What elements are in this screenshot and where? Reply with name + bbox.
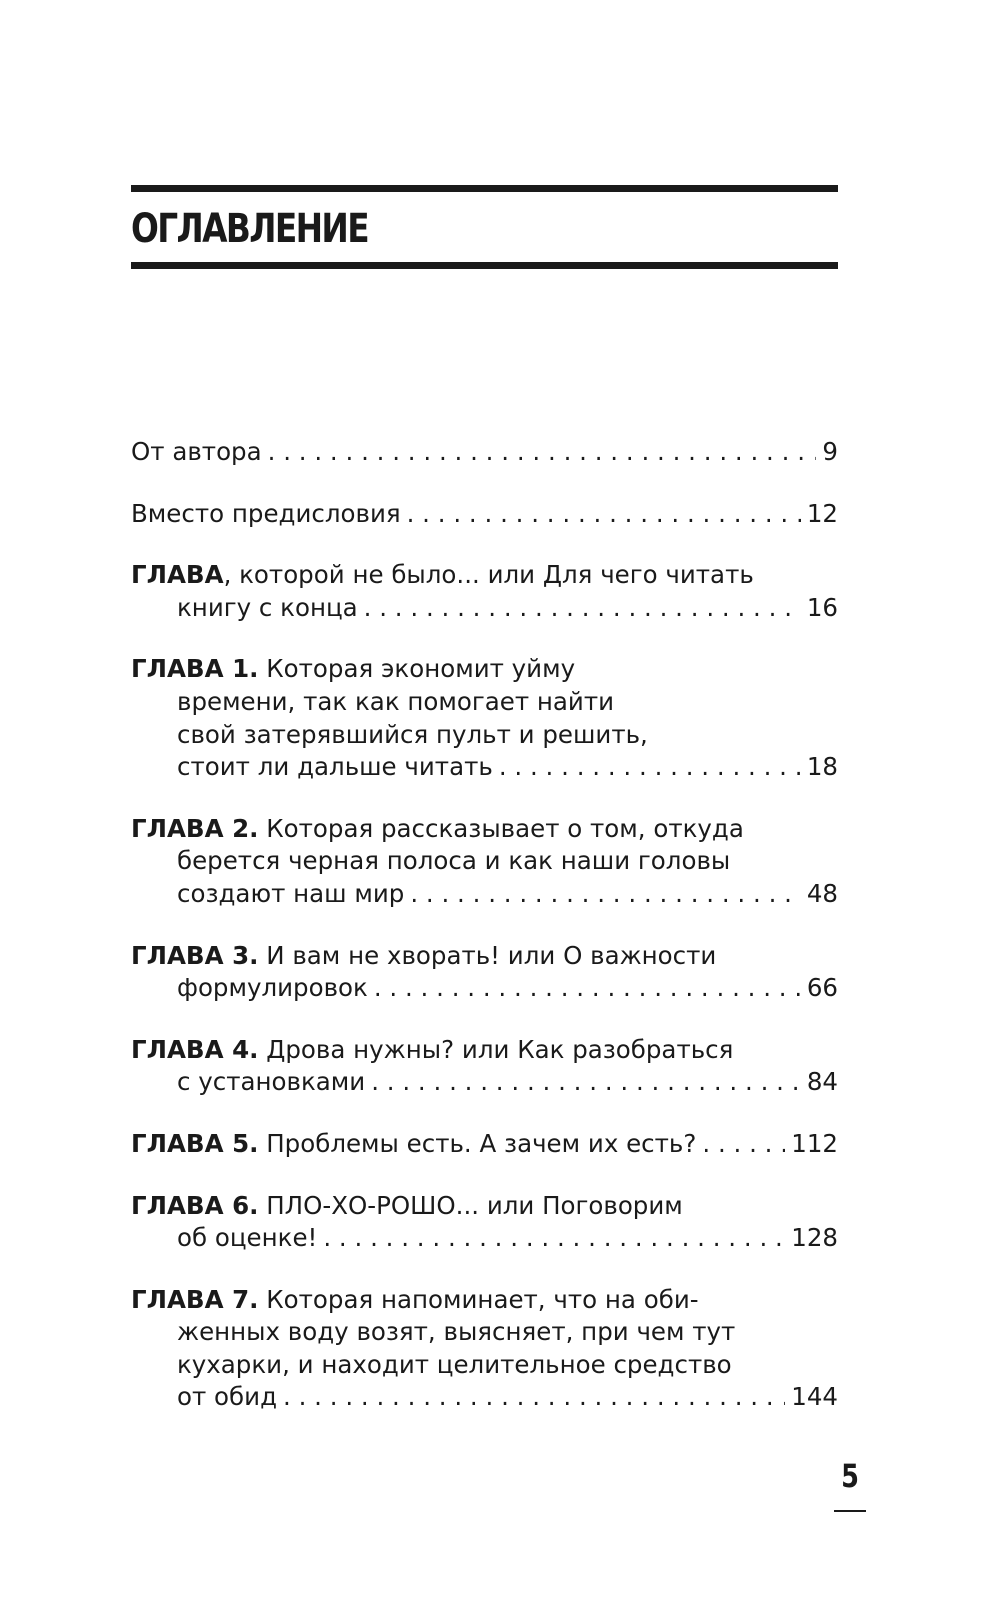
chapter-label: ГЛАВА 5. — [131, 1128, 259, 1158]
toc-entry-line — [131, 686, 838, 719]
dot-leader — [371, 1066, 801, 1099]
toc-entry[interactable] — [131, 813, 838, 911]
toc-entry[interactable] — [131, 1034, 838, 1099]
toc-entry[interactable] — [131, 653, 838, 783]
toc-entry-title — [177, 1381, 277, 1414]
toc-page-number: 48 — [806, 878, 838, 908]
toc-entry-text: От автора — [131, 437, 262, 466]
toc-page-number: 66 — [806, 973, 838, 1003]
toc-entry-text: с установками — [177, 1067, 366, 1097]
toc-entry-title — [131, 436, 262, 469]
toc-entry-line — [131, 1381, 838, 1414]
toc-entry-text: книгу с конца — [177, 592, 358, 622]
chapter-label: ГЛАВА 2. — [131, 813, 259, 843]
chapter-label: ГЛАВА 7. — [131, 1284, 259, 1314]
dot-leader — [323, 1222, 785, 1255]
page-title: ОГЛАВЛЕНИЕ — [131, 206, 368, 252]
toc-entry-text: Которая напоминает, что на оби- — [258, 1284, 699, 1314]
chapter-label: ГЛАВА — [131, 560, 224, 590]
toc-entry-line — [131, 1222, 838, 1255]
toc-entry-line — [131, 592, 838, 625]
toc-entry-title — [177, 1066, 365, 1099]
toc-entry-line — [131, 1349, 838, 1382]
chapter-label: ГЛАВА 3. — [131, 940, 259, 970]
toc-entry[interactable] — [131, 436, 838, 469]
toc-entry-title — [131, 813, 744, 846]
toc-entry-title — [131, 1284, 699, 1317]
dot-leader — [702, 1128, 785, 1161]
toc-entry-text: Проблемы есть. А зачем их есть? — [258, 1128, 697, 1158]
toc-entry-text: берется черная полоса и как наши головы — [177, 846, 731, 876]
chapter-label: ГЛАВА 1. — [131, 654, 259, 684]
toc-entry-title — [131, 1190, 683, 1223]
toc-entry-line — [131, 878, 838, 911]
toc-entry-title — [131, 559, 754, 592]
toc-entry-text: Вместо предисловия — [131, 498, 401, 528]
toc-entry-text: создают наш мир — [177, 878, 405, 908]
toc-entry-title — [177, 1222, 317, 1255]
toc-entry-title — [177, 751, 493, 784]
toc-entry[interactable] — [131, 940, 838, 1005]
heading-top-rule — [131, 185, 838, 192]
toc-entry-text: Которая экономит уйму — [258, 654, 576, 684]
chapter-label: ГЛАВА 4. — [131, 1034, 259, 1064]
toc-entry[interactable] — [131, 1190, 838, 1255]
toc-entry-line — [131, 559, 838, 592]
toc-entry-line — [131, 845, 838, 878]
chapter-label: ГЛАВА 6. — [131, 1190, 259, 1220]
toc-entry-title — [131, 940, 716, 973]
toc-page-number: 144 — [791, 1382, 838, 1412]
toc-entry-text: свой затерявшийся пульт и решить, — [177, 719, 648, 749]
toc-entry-text: женных воду возят, выясняет, при чем тут — [177, 1317, 736, 1347]
toc-entry-title — [177, 686, 614, 719]
toc-entry-text: Дрова нужны? или Как разобраться — [258, 1034, 734, 1064]
toc-entry-title — [177, 592, 358, 625]
toc-entry-line — [131, 940, 838, 973]
toc-page-number: 9 — [822, 437, 838, 466]
toc-entry-title — [177, 972, 368, 1005]
toc-entry-line — [131, 813, 838, 846]
toc-entry-text: , которой не было... или Для чего читать — [223, 560, 754, 590]
toc-entry-line — [131, 1190, 838, 1223]
page-number-rule — [834, 1510, 866, 1512]
dot-leader — [364, 592, 801, 625]
toc-entry[interactable] — [131, 559, 838, 624]
toc-entry-title — [131, 1128, 696, 1161]
dot-leader — [410, 878, 800, 911]
toc-entry-title — [177, 878, 404, 911]
toc-entry-title — [177, 845, 730, 878]
toc-page-number: 12 — [806, 498, 838, 528]
heading-bottom-rule — [131, 262, 838, 269]
dot-leader — [407, 498, 801, 531]
toc-entry-title — [131, 498, 401, 531]
dot-leader — [268, 436, 817, 469]
toc-entry-line — [131, 1316, 838, 1349]
dot-leader — [283, 1381, 785, 1414]
toc-entry-title — [131, 1034, 733, 1067]
toc-entry-text: кухарки, и находит целительное средство — [177, 1349, 732, 1379]
toc-entry-line — [131, 1066, 838, 1099]
toc-entry-line — [131, 1128, 838, 1161]
toc-entry[interactable] — [131, 1128, 838, 1161]
toc-page-number: 84 — [806, 1067, 838, 1097]
toc-page-number: 16 — [806, 592, 838, 622]
toc-entry[interactable] — [131, 498, 838, 531]
toc-entry-line — [131, 436, 838, 469]
toc-entry[interactable] — [131, 1284, 838, 1414]
toc-entry-text: ПЛО-ХО-РОШО... или Поговорим — [258, 1190, 683, 1220]
toc-entry-line — [131, 1034, 838, 1067]
toc-entry-text: об оценке! — [177, 1223, 318, 1253]
toc-page-number: 128 — [791, 1223, 838, 1253]
dot-leader — [374, 972, 801, 1005]
toc-entry-title — [177, 719, 648, 752]
toc-entry-text: стоит ли дальше читать — [177, 752, 493, 782]
toc-entry-text: И вам не хворать! или О важности — [258, 940, 717, 970]
table-of-contents — [131, 436, 838, 1414]
toc-entry-line — [131, 972, 838, 1005]
toc-page-number: 18 — [806, 752, 838, 782]
toc-entry-title — [177, 1349, 732, 1382]
toc-page-number: 112 — [791, 1128, 838, 1158]
toc-entry-line — [131, 1284, 838, 1317]
toc-entry-line — [131, 653, 838, 686]
toc-entry-line — [131, 719, 838, 752]
toc-entry-text: формулировок — [177, 973, 368, 1003]
toc-entry-title — [177, 1316, 735, 1349]
toc-entry-line — [131, 751, 838, 784]
dot-leader — [499, 751, 801, 784]
toc-entry-text: времени, так как помогает найти — [177, 686, 615, 716]
toc-entry-title — [131, 653, 575, 686]
toc-entry-line — [131, 498, 838, 531]
toc-entry-text: от обид — [177, 1382, 278, 1412]
page-number: 5 — [841, 1457, 859, 1495]
toc-entry-text: Которая рассказывает о том, откуда — [258, 813, 744, 843]
